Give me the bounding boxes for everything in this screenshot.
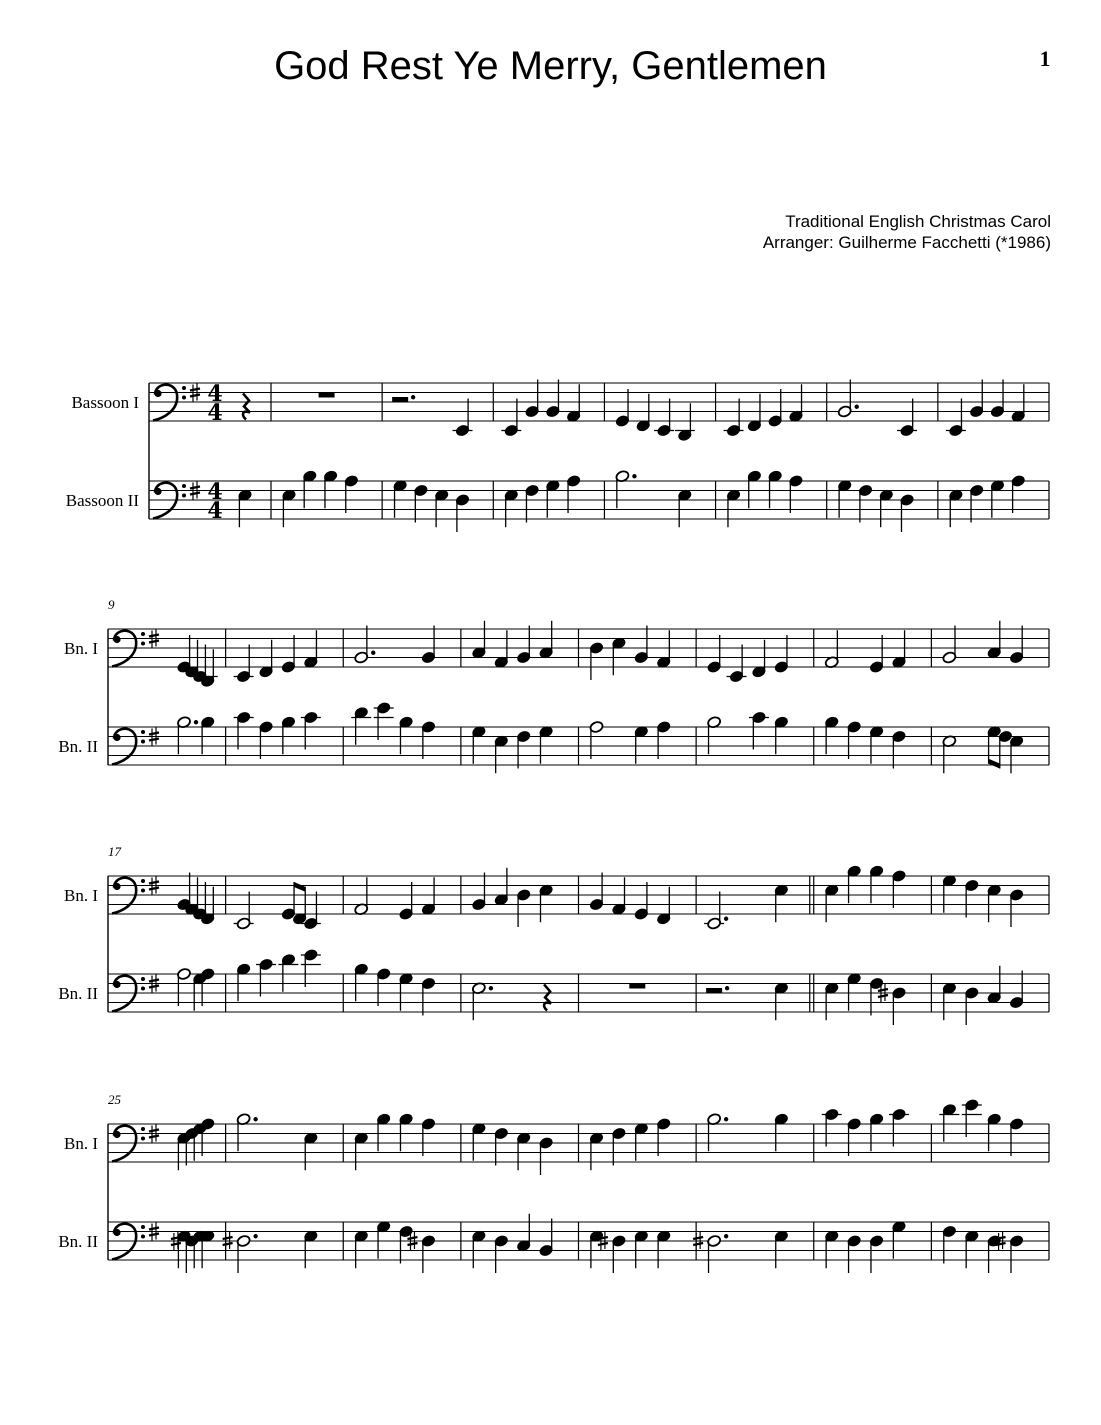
sharp-stroke <box>190 389 200 391</box>
bass-clef-icon <box>113 883 120 890</box>
instrument-name-bassoon-2: Bassoon II <box>65 491 139 510</box>
sharp-stroke <box>598 1243 608 1245</box>
sharp-stroke <box>149 1136 159 1138</box>
sharp-stroke <box>149 1130 159 1132</box>
sharp-stroke <box>149 641 159 643</box>
sharp-stroke <box>190 487 200 489</box>
augmentation-dot <box>724 1117 728 1121</box>
augmentation-dot <box>489 986 493 990</box>
bass-clef-icon <box>112 976 136 1012</box>
bass-clef-dot-icon <box>141 1137 145 1141</box>
bass-clef-icon <box>153 385 177 421</box>
bass-clef-icon <box>113 981 120 988</box>
arranger-credit: Arranger: Guilherme Facchetti (*1986) <box>762 233 1051 252</box>
augmentation-dot <box>724 1234 728 1238</box>
instrument-name-bassoon-1: Bassoon I <box>71 393 139 412</box>
bass-clef-dot-icon <box>141 1225 145 1229</box>
augmentation-dot <box>724 917 728 921</box>
bass-clef-dot-icon <box>141 632 145 636</box>
augmentation-dot <box>253 1117 257 1121</box>
time-signature-numerator: 4 <box>207 381 223 407</box>
sharp-stroke <box>149 888 159 890</box>
page-title: God Rest Ye Merry, Gentlemen <box>274 44 827 88</box>
sharp-stroke <box>149 733 159 735</box>
sharp-stroke <box>149 739 159 741</box>
whole-rest <box>319 393 335 398</box>
augmentation-dot <box>632 474 636 478</box>
bass-clef-icon <box>113 734 120 741</box>
sharp-stroke <box>149 1234 159 1236</box>
sharp-stroke <box>149 1228 159 1230</box>
page-number: 1 <box>1039 46 1051 71</box>
quarter-rest <box>243 393 250 419</box>
subtitle: Traditional English Christmas Carol <box>785 212 1051 231</box>
bass-clef-dot-icon <box>141 740 145 744</box>
measure-number: 25 <box>108 1092 121 1107</box>
sharp-stroke <box>190 395 200 397</box>
bass-clef-icon <box>113 636 120 643</box>
bass-clef-icon <box>154 488 161 495</box>
augmentation-dot <box>253 1234 257 1238</box>
measure-number: 17 <box>108 844 121 859</box>
half-rest <box>392 397 408 402</box>
augmentation-dot <box>371 651 375 655</box>
bass-clef-icon <box>113 1131 120 1138</box>
sharp-stroke <box>223 1243 233 1245</box>
bass-clef-dot-icon <box>141 1127 145 1131</box>
time-signature-denominator: 4 <box>207 400 223 426</box>
augmentation-dot <box>855 405 859 409</box>
measure-number: 9 <box>108 597 115 612</box>
bass-clef-dot-icon <box>182 484 186 488</box>
bass-clef-icon <box>113 1229 120 1236</box>
instrument-name-bassoon-1: Bn. I <box>64 639 98 658</box>
instrument-name-bassoon-2: Bn. II <box>58 1232 98 1251</box>
bass-clef-icon <box>112 729 136 765</box>
augmentation-dot <box>194 720 198 724</box>
sharp-stroke <box>693 1243 703 1245</box>
instrument-name-bassoon-2: Bn. II <box>58 984 98 1003</box>
sharp-stroke <box>693 1237 703 1239</box>
bass-clef-dot-icon <box>182 396 186 400</box>
bass-clef-dot-icon <box>182 386 186 390</box>
bass-clef-dot-icon <box>141 879 145 883</box>
time-signature-numerator: 4 <box>207 479 223 505</box>
sharp-stroke <box>149 980 159 982</box>
bass-clef-dot-icon <box>141 1235 145 1239</box>
quarter-rest <box>544 984 551 1010</box>
sharp-stroke <box>149 635 159 637</box>
instrument-name-bassoon-1: Bn. I <box>64 886 98 905</box>
sharp-stroke <box>149 986 159 988</box>
bass-clef-dot-icon <box>141 730 145 734</box>
sharp-stroke <box>149 882 159 884</box>
bass-clef-dot-icon <box>182 494 186 498</box>
bass-clef-dot-icon <box>141 889 145 893</box>
bass-clef-dot-icon <box>141 642 145 646</box>
bass-clef-icon <box>154 390 161 397</box>
sharp-stroke <box>171 1243 181 1245</box>
bass-clef-icon <box>112 1126 136 1162</box>
note-beam <box>989 759 1000 769</box>
sharp-stroke <box>407 1237 417 1239</box>
bass-clef-icon <box>112 631 136 667</box>
sharp-stroke <box>223 1237 233 1239</box>
half-rest <box>706 988 722 993</box>
augmentation-dot <box>725 986 729 990</box>
sharp-stroke <box>407 1243 417 1245</box>
whole-rest <box>629 984 645 989</box>
augmentation-dot <box>411 395 415 399</box>
note-beam <box>294 882 305 892</box>
sharp-stroke <box>878 989 888 991</box>
bass-clef-dot-icon <box>141 987 145 991</box>
bass-clef-icon <box>112 1224 136 1260</box>
sharp-stroke <box>878 995 888 997</box>
instrument-name-bassoon-1: Bn. I <box>64 1134 98 1153</box>
time-signature-denominator: 4 <box>207 498 223 524</box>
bass-clef-icon <box>112 878 136 914</box>
sharp-stroke <box>190 493 200 495</box>
bass-clef-icon <box>153 483 177 519</box>
bass-clef-dot-icon <box>141 977 145 981</box>
instrument-name-bassoon-2: Bn. II <box>58 737 98 756</box>
